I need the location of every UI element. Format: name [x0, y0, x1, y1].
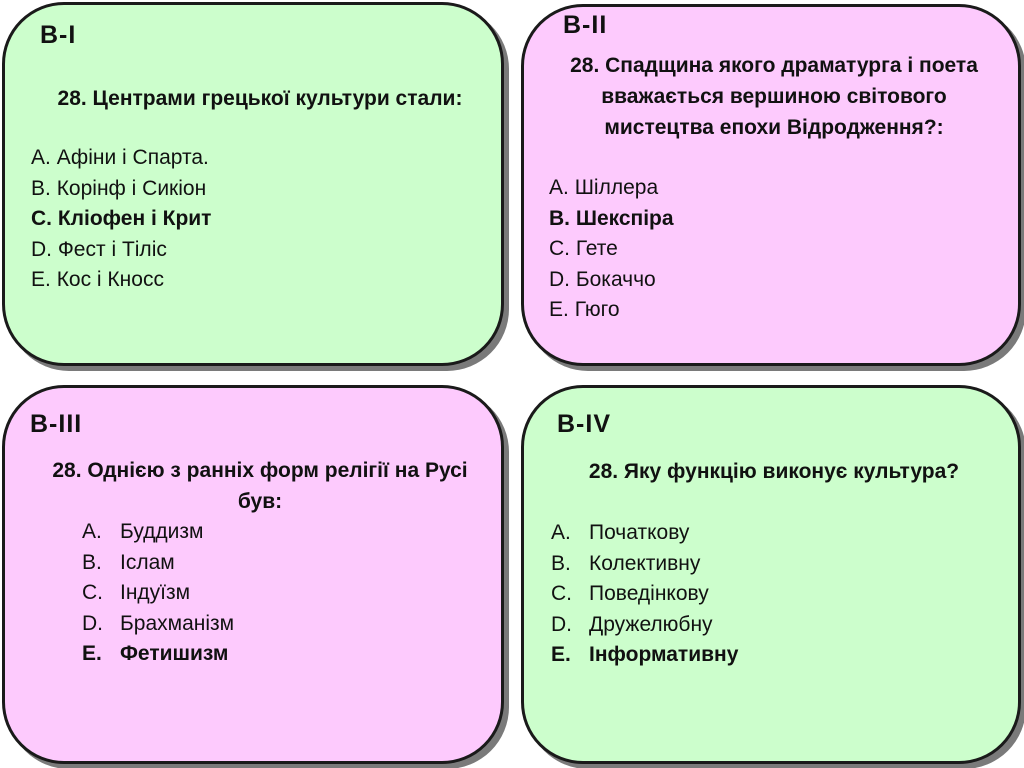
answer-d: D. Бокаччо [549, 267, 656, 291]
card-variant-3 [2, 385, 504, 764]
answer-e: E. Кос і Кносс [31, 268, 164, 291]
answer-c: C. Індуїзм [82, 581, 191, 604]
answer-e-correct: E. Фетишизм [82, 642, 229, 665]
answer-list [82, 517, 234, 670]
card-variant-4 [521, 385, 1021, 764]
answer-list [549, 173, 674, 326]
answer-e-correct: E. Інформативну [551, 643, 739, 666]
answer-b: B. Колективну [551, 551, 701, 575]
variant-label: В-ІV [557, 410, 611, 438]
question-text: 28. Однією з ранніх форм релігії на Русі був: [52, 459, 468, 513]
question-text: 28. Центрами грецької культури стали: [57, 87, 463, 110]
answer-b: B. Іслам [82, 550, 175, 574]
answer-a: A. Афіни і Спарта. [31, 146, 209, 169]
variant-label: В-І [40, 21, 77, 49]
answer-c: C. Поведінкову [551, 582, 709, 605]
variant-label: В-ІІІ [30, 410, 83, 438]
answer-b: B. Корінф і Сикіон [31, 176, 207, 200]
answer-d: D. Брахманізм [82, 611, 235, 635]
answer-b-correct: B. Шекспіра [549, 206, 674, 230]
answer-list [551, 518, 738, 671]
question-text: 28. Яку функцію виконує культура? [588, 460, 960, 483]
question-text: 28. Спадщина якого драматурга і поета вважається вершиною світового мистецтва епохи Відродження?: [570, 54, 978, 139]
answer-a: A. Початкову [551, 521, 690, 544]
answer-d: D. Фест і Тіліс [31, 237, 167, 261]
answer-c: C. Гете [549, 237, 618, 260]
answer-a: A. Буддизм [82, 520, 204, 543]
variant-label: В-ІІ [563, 11, 608, 39]
answer-list [31, 143, 211, 296]
answer-a: A. Шіллера [549, 176, 659, 199]
answer-c-correct: C. Кліофен і Крит [31, 207, 212, 230]
card-variant-2 [521, 4, 1021, 366]
answer-e: E. Гюго [549, 298, 620, 321]
card-variant-1 [2, 2, 504, 366]
answer-d: D. Дружелюбну [551, 612, 713, 636]
